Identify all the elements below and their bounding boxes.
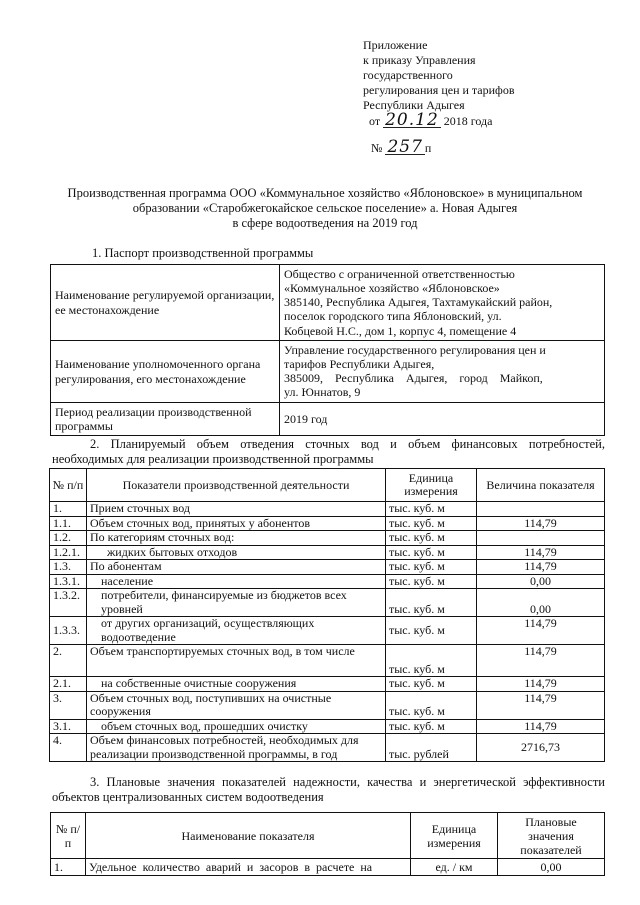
table-row: 1.2. По категориям сточных вод: тыс. куб. м	[50, 531, 605, 546]
table-row: 1.1. Объем сточных вод, принятых у абонентов тыс. куб. м 114,79	[50, 516, 605, 531]
section2-heading: 2. Планируемый объем отведения сточных вод и объем финансовых потребностей, необходимых для реализации производственной программы	[52, 437, 605, 466]
table-row	[51, 341, 605, 403]
table-row	[51, 265, 605, 341]
appendix-line: к приказу Управления	[363, 53, 476, 67]
appendix-line: Приложение	[363, 38, 428, 52]
passport-value: Общество с ограниченной ответственностью «Коммунальное хозяйство «Яблоновское» 385140, Республика Адыгея, Тахтамукайский район, поселок городского типа Яблоновский, ул. Кобцевой Н.С., дом 1, корпус 4, помещение 4	[280, 265, 605, 341]
section3-heading: 3. Плановые значения показателей надежности, качества и энергетической эффективности объектов централизованных систем водоотведения	[52, 775, 605, 804]
appendix-date: от 20.12 2018 года	[369, 110, 493, 130]
table-row: 1. Прием сточных вод тыс. куб. м	[50, 502, 605, 517]
col-header-value: Величина показателя	[477, 469, 605, 502]
table-row: 1. Удельное количество аварий и засоров в расчете на ед. / км 0,00	[51, 859, 605, 876]
passport-value: Управление государственного регулирования цен и тарифов Республики Адыгея, 385009, Республика Адыгея, город Майкоп, ул. Юннатов, 9	[280, 341, 605, 403]
appendix-line: государственного	[363, 68, 453, 82]
table-row: 1.3.1. население тыс. куб. м 0,00	[50, 574, 605, 589]
table-row: 4. Объем финансовых потребностей, необходимых для реализации производственной программы, в год тыс. рублей 2716,73	[50, 734, 605, 762]
col-header-unit: Единица измерения	[411, 813, 498, 859]
table-row: 1.3.2. потребители, финансируемые из бюджетов всех уровней тыс. куб. м 0,00	[50, 589, 605, 617]
appendix-block	[363, 38, 613, 156]
col-header-indicator: Показатели производственной деятельности	[87, 469, 386, 502]
section1-heading: 1. Паспорт производственной программы	[92, 246, 314, 260]
appendix-line: Республики Адыгея	[363, 98, 465, 112]
col-header-unit: Единица измерения	[386, 469, 477, 502]
table-row: 3.1. объем сточных вод, прошедших очистку тыс. куб. м 114,79	[50, 719, 605, 734]
table-row: 2. Объем транспортируемых сточных вод, в том числе тыс. куб. м 114,79	[50, 645, 605, 677]
volume-table	[49, 468, 605, 762]
table-row: 3. Объем сточных вод, поступивших на очистные сооружения тыс. куб. м 114,79	[50, 691, 605, 719]
passport-label: Наименование уполномоченного органа регулирования, его местонахождение	[51, 341, 280, 403]
passport-label: Период реализации производственной программы	[51, 403, 280, 436]
table-row: 1.3.3. от других организаций, осуществляющих водоотведение тыс. куб. м 114,79	[50, 617, 605, 645]
col-header-value: Плановые значения показателей	[498, 813, 605, 859]
passport-table	[50, 264, 605, 436]
table-row: 1.2.1. жидких бытовых отходов тыс. куб. м 114,79	[50, 545, 605, 560]
col-header-indicator: Наименование показателя	[86, 813, 411, 859]
table-row	[51, 403, 605, 436]
handwritten-number: 257	[387, 137, 423, 157]
table-header-row	[50, 469, 605, 502]
handwritten-date: 20.12	[385, 110, 439, 130]
appendix-number: № 257 п	[371, 137, 432, 157]
table-row: 2.1. на собственные очистные сооружения тыс. куб. м 114,79	[50, 677, 605, 692]
col-header-number: № п/п	[50, 469, 87, 502]
appendix-line: регулирования цен и тарифов	[363, 83, 515, 97]
table-header-row	[51, 813, 605, 859]
table-row: 1.3. По абонентам тыс. куб. м 114,79	[50, 560, 605, 575]
passport-value: 2019 год	[280, 403, 605, 436]
indicators-table	[50, 812, 605, 876]
col-header-number: № п/п	[51, 813, 86, 859]
document-title: Производственная программа ООО «Коммунальное хозяйство «Яблоновское» в муниципальном образовании «Старобжегокайское сельское поселение» а. Новая Адыгея в сфере водоотведения на 2019 год	[67, 186, 583, 230]
passport-label: Наименование регулируемой организации, ее местонахождение	[51, 265, 280, 341]
